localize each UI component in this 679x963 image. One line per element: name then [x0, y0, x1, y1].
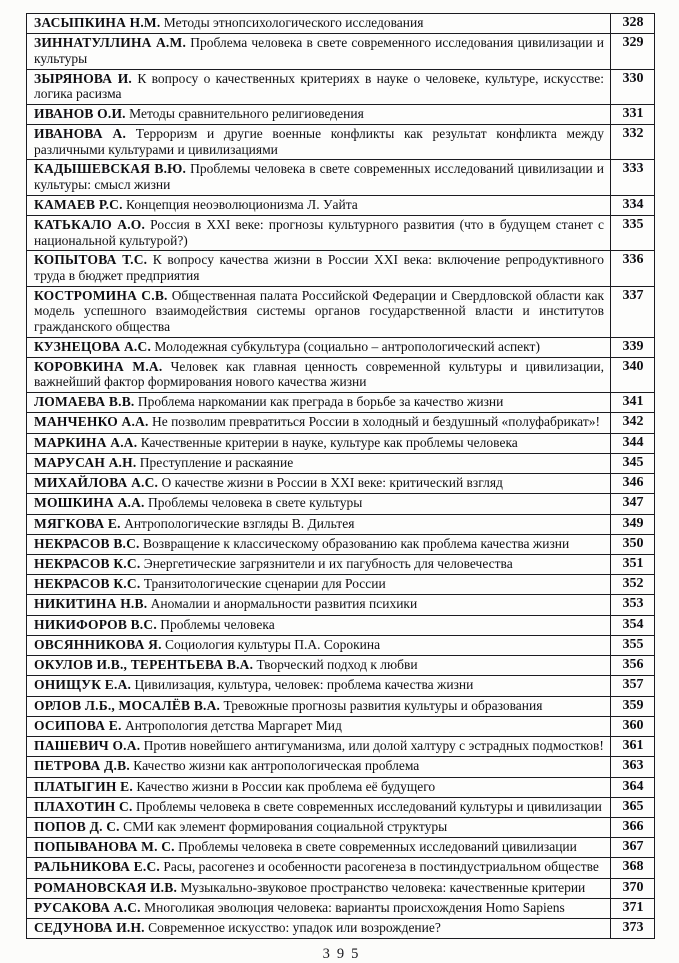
toc-row	[27, 160, 655, 195]
entry-author: РОМАНОВСКАЯ И.В.	[34, 879, 178, 895]
entry-cell	[27, 393, 611, 413]
toc-row	[27, 838, 655, 858]
entry-page-number: 360	[611, 716, 655, 736]
toc-row	[27, 777, 655, 797]
entry-author: МАНЧЕНКО А.А.	[34, 414, 149, 430]
entry-author: НИКИТИНА Н.В.	[34, 596, 148, 612]
entry-cell	[27, 919, 611, 939]
entry-page-number: 355	[611, 635, 655, 655]
entry-page-number: 357	[611, 676, 655, 696]
entry-cell	[27, 676, 611, 696]
toc-row	[27, 615, 655, 635]
entry-title: Качество жизни как антропологическая проблема	[133, 758, 420, 774]
toc-row	[27, 195, 655, 215]
toc-row	[27, 251, 655, 286]
toc-row	[27, 554, 655, 574]
entry-title: Проблемы человека в свете культуры	[148, 495, 363, 511]
entry-cell	[27, 716, 611, 736]
entry-author: НЕКРАСОВ В.С.	[34, 535, 140, 551]
entry-cell	[27, 69, 611, 104]
toc-row	[27, 898, 655, 918]
entry-title: Преступление и раскаяние	[139, 454, 294, 470]
entry-page-number: 336	[611, 251, 655, 286]
entry-page-number: 334	[611, 195, 655, 215]
entry-cell	[27, 413, 611, 433]
entry-author: РАЛЬНИКОВА Е.С.	[34, 859, 160, 875]
entry-title: Аномалии и анормальности развития психики	[150, 596, 418, 612]
entry-title: Тревожные прогнозы развития культуры и образования	[223, 697, 543, 713]
entry-page-number: 340	[611, 357, 655, 392]
entry-author: КОПЫТОВА Т.С.	[34, 252, 148, 268]
entry-page-number: 333	[611, 160, 655, 195]
entry-title: Расы, расогенез и особенности расогенеза в постиндустриальном обществе	[163, 859, 599, 875]
entry-title: Методы этнопсихологического исследования	[163, 15, 424, 30]
toc-row	[27, 635, 655, 655]
entry-cell	[27, 554, 611, 574]
toc-row	[27, 337, 655, 357]
entry-author: КОСТРОМИНА С.В.	[34, 287, 168, 303]
entry-page-number: 330	[611, 69, 655, 104]
entry-cell	[27, 838, 611, 858]
entry-page-number: 368	[611, 858, 655, 878]
entry-author: МАРУСАН А.Н.	[34, 454, 137, 470]
entry-author: МИХАЙЛОВА А.С.	[34, 475, 159, 491]
toc-row	[27, 757, 655, 777]
entry-page-number: 328	[611, 14, 655, 34]
entry-page-number: 371	[611, 898, 655, 918]
entry-page-number: 347	[611, 494, 655, 514]
entry-title: К вопросу качества жизни в России XXI века: включение репродуктивного труда в бюджет предприятия	[34, 252, 604, 283]
toc-row	[27, 878, 655, 898]
entry-title: О качестве жизни в России в XXI веке: критический взгляд	[161, 475, 503, 491]
entry-author: ПЕТРОВА Д.В.	[34, 758, 130, 774]
entry-cell	[27, 858, 611, 878]
entry-title: Общественная палата Российской Федерации и Свердловской области как модель успешного взаимодействия системы органов государственной власти и институтов гражданского общества	[34, 287, 605, 334]
toc-row	[27, 696, 655, 716]
toc-row	[27, 716, 655, 736]
entry-title: Социология культуры П.А. Сорокина	[165, 636, 381, 652]
entry-page-number: 331	[611, 104, 655, 124]
entry-page-number: 354	[611, 615, 655, 635]
entry-author: ПАШЕВИЧ О.А.	[34, 738, 141, 754]
toc-row	[27, 494, 655, 514]
entry-cell	[27, 595, 611, 615]
toc-row	[27, 357, 655, 392]
entry-cell	[27, 696, 611, 716]
entry-title: Качественные критерии в науке, культуре как проблемы человека	[140, 434, 518, 450]
entry-cell	[27, 818, 611, 838]
entry-cell	[27, 125, 611, 160]
entry-page-number: 337	[611, 286, 655, 337]
toc-row	[27, 474, 655, 494]
entry-author: ОВСЯННИКОВА Я.	[34, 636, 162, 652]
entry-author: ЗАСЫПКИНА Н.М.	[34, 15, 161, 30]
entry-title: Творческий подход к любви	[256, 657, 418, 673]
entry-title: Молодежная субкультура (социально – антропологический аспект)	[154, 338, 540, 354]
entry-author: ПЛАХОТИН С.	[34, 798, 133, 814]
entry-title: Возвращение к классическому образованию как проблема качества жизни	[143, 535, 570, 551]
entry-page-number: 359	[611, 696, 655, 716]
entry-page-number: 344	[611, 433, 655, 453]
toc-row	[27, 858, 655, 878]
entry-page-number: 341	[611, 393, 655, 413]
entry-title: Проблемы человека в свете современных исследований цивилизации	[178, 839, 577, 855]
entry-title: К вопросу о качественных критериях в науке о человеке, культуре, искусстве: логика расизма	[34, 70, 605, 102]
entry-title: Не позволим превратиться России в холодный и бездушный «полуфабрикат»!	[151, 414, 600, 430]
entry-title: Методы сравнительного религиоведения	[129, 105, 364, 121]
entry-cell	[27, 514, 611, 534]
toc-row	[27, 413, 655, 433]
entry-author: ОКУЛОВ И.В., ТЕРЕНТЬЕВА В.А.	[34, 657, 254, 673]
entry-title: Проблемы человека	[160, 616, 275, 632]
entry-cell	[27, 494, 611, 514]
entry-page-number: 345	[611, 453, 655, 473]
entry-cell	[27, 898, 611, 918]
entry-page-number: 335	[611, 215, 655, 250]
entry-author: ОНИЩУК Е.А.	[34, 677, 132, 693]
entry-cell	[27, 534, 611, 554]
entry-page-number: 349	[611, 514, 655, 534]
entry-page-number: 329	[611, 34, 655, 69]
entry-title: Против новейшего антигуманизма, или долой халтуру с эстрадных подмостков!	[143, 738, 604, 754]
entry-cell	[27, 777, 611, 797]
entry-author: МОШКИНА А.А.	[34, 495, 145, 511]
toc-row	[27, 575, 655, 595]
entry-page-number: 342	[611, 413, 655, 433]
entry-cell	[27, 215, 611, 250]
entry-title: Человек как главная ценность современной культуры и цивилизации, важнейший фактор формирования нового качества жизни	[34, 358, 604, 390]
entry-cell	[27, 357, 611, 392]
entry-page-number: 351	[611, 554, 655, 574]
toc-row	[27, 393, 655, 413]
entry-cell	[27, 797, 611, 817]
entry-cell	[27, 251, 611, 286]
entry-title: Концепция неоэволюционизма Л. Уайта	[126, 196, 358, 212]
entry-author: ИВАНОВА А.	[34, 126, 127, 142]
toc-row	[27, 595, 655, 615]
entry-title: Проблема человека в свете современного исследования цивилизации и культуры	[34, 35, 604, 66]
entry-author: ОСИПОВА Е.	[34, 717, 122, 733]
entry-title: Качество жизни в России как проблема её будущего	[136, 778, 436, 794]
entry-author: НИКИФОРОВ В.С.	[34, 616, 157, 632]
entry-author: ПЛАТЫГИН Е.	[34, 778, 133, 794]
toc-row	[27, 125, 655, 160]
entry-page-number: 366	[611, 818, 655, 838]
entry-title: Современное искусство: упадок или возрождение?	[148, 920, 441, 936]
entry-cell	[27, 34, 611, 69]
entry-title: СМИ как элемент формирования социальной структуры	[123, 819, 448, 835]
entry-cell	[27, 195, 611, 215]
entry-author: МАРКИНА А.А.	[34, 434, 138, 450]
entry-page-number: 332	[611, 125, 655, 160]
entry-page-number: 364	[611, 777, 655, 797]
entry-page-number: 352	[611, 575, 655, 595]
entry-page-number: 367	[611, 838, 655, 858]
entry-author: КУЗНЕЦОВА А.С.	[34, 338, 152, 354]
entry-author: ОРЛОВ Л.Б., МОСАЛЁВ В.А.	[34, 697, 221, 713]
entry-author: КАТЬКАЛО А.О.	[34, 216, 146, 232]
entry-page-number: 373	[611, 919, 655, 939]
entry-page-number: 339	[611, 337, 655, 357]
entry-author: КАМАЕВ Р.С.	[34, 196, 123, 212]
entry-cell	[27, 14, 611, 34]
entry-title: Антропологические взгляды В. Дильтея	[124, 515, 355, 531]
toc-row	[27, 737, 655, 757]
entry-title: Транзитологические сценарии для России	[143, 576, 386, 592]
entry-cell	[27, 433, 611, 453]
entry-title: Музыкально-звуковое пространство человека: качественные критерии	[180, 879, 586, 895]
toc-row	[27, 656, 655, 676]
entry-author: ЛОМАЕВА В.В.	[34, 394, 135, 410]
entry-author: МЯГКОВА Е.	[34, 515, 121, 531]
entry-cell	[27, 878, 611, 898]
entry-title: Терроризм и другие военные конфликты как результат конфликта между различными культурами и цивилизациями	[34, 126, 605, 157]
toc-row	[27, 104, 655, 124]
entry-author: ИВАНОВ О.И.	[34, 105, 126, 121]
entry-cell	[27, 757, 611, 777]
footer-page-number: 395	[322, 946, 366, 963]
entry-page-number: 361	[611, 737, 655, 757]
entry-author: КОРОВКИНА М.А.	[34, 358, 163, 374]
toc-row	[27, 919, 655, 939]
entry-author: РУСАКОВА А.С.	[34, 899, 141, 915]
entry-title: Антропология детства Маргарет Мид	[124, 717, 342, 733]
entry-title: Проблема наркомании как преграда в борьбе за качество жизни	[137, 394, 504, 410]
entry-title: Цивилизация, культура, человек: проблема качества жизни	[134, 677, 474, 693]
entry-page-number: 350	[611, 534, 655, 554]
entry-author: НЕКРАСОВ К.С.	[34, 555, 141, 571]
toc-row	[27, 534, 655, 554]
entry-cell	[27, 656, 611, 676]
entry-author: НЕКРАСОВ К.С.	[34, 576, 141, 592]
entry-title: Многоликая эволюция человека: варианты происхождения Homo Sapiens	[144, 899, 565, 915]
entry-title: Проблемы человека в свете современных исследований культуры и цивилизации	[135, 798, 602, 814]
entry-author: ПОПОВ Д. С.	[34, 819, 120, 835]
entry-author: ПОПЫВАНОВА М. С.	[34, 839, 175, 855]
entry-title: Проблемы человека в свете современных исследований цивилизации и культуры: смысл жизни	[34, 161, 605, 193]
entry-author: ЗЫРЯНОВА И.	[34, 70, 132, 86]
toc-table	[26, 13, 655, 939]
entry-cell	[27, 104, 611, 124]
entry-cell	[27, 575, 611, 595]
entry-page-number: 363	[611, 757, 655, 777]
entry-cell	[27, 286, 611, 337]
entry-cell	[27, 337, 611, 357]
entry-title: Энергетические загрязнители и их пагубность для человечества	[143, 555, 513, 571]
entry-cell	[27, 474, 611, 494]
entry-page-number: 365	[611, 797, 655, 817]
toc-row	[27, 818, 655, 838]
toc-row	[27, 215, 655, 250]
toc-row	[27, 286, 655, 337]
toc-row	[27, 34, 655, 69]
entry-page-number: 346	[611, 474, 655, 494]
entry-cell	[27, 615, 611, 635]
entry-page-number: 356	[611, 656, 655, 676]
toc-row	[27, 797, 655, 817]
toc-row	[27, 69, 655, 104]
toc-row	[27, 433, 655, 453]
toc-table-body	[27, 14, 655, 939]
entry-author: КАДЫШЕВСКАЯ В.Ю.	[34, 161, 187, 177]
toc-row	[27, 676, 655, 696]
entry-cell	[27, 737, 611, 757]
entry-page-number: 370	[611, 878, 655, 898]
entry-title: Россия в XXI веке: прогнозы культурного развития (что в будущем станет с национальной культурой?)	[34, 216, 605, 248]
entry-cell	[27, 635, 611, 655]
toc-row	[27, 14, 655, 34]
entry-page-number: 353	[611, 595, 655, 615]
toc-row	[27, 514, 655, 534]
entry-cell	[27, 453, 611, 473]
toc-row	[27, 453, 655, 473]
entry-cell	[27, 160, 611, 195]
entry-author: СЕДУНОВА И.Н.	[34, 920, 145, 936]
entry-author: ЗИННАТУЛЛИНА А.М.	[34, 35, 187, 51]
